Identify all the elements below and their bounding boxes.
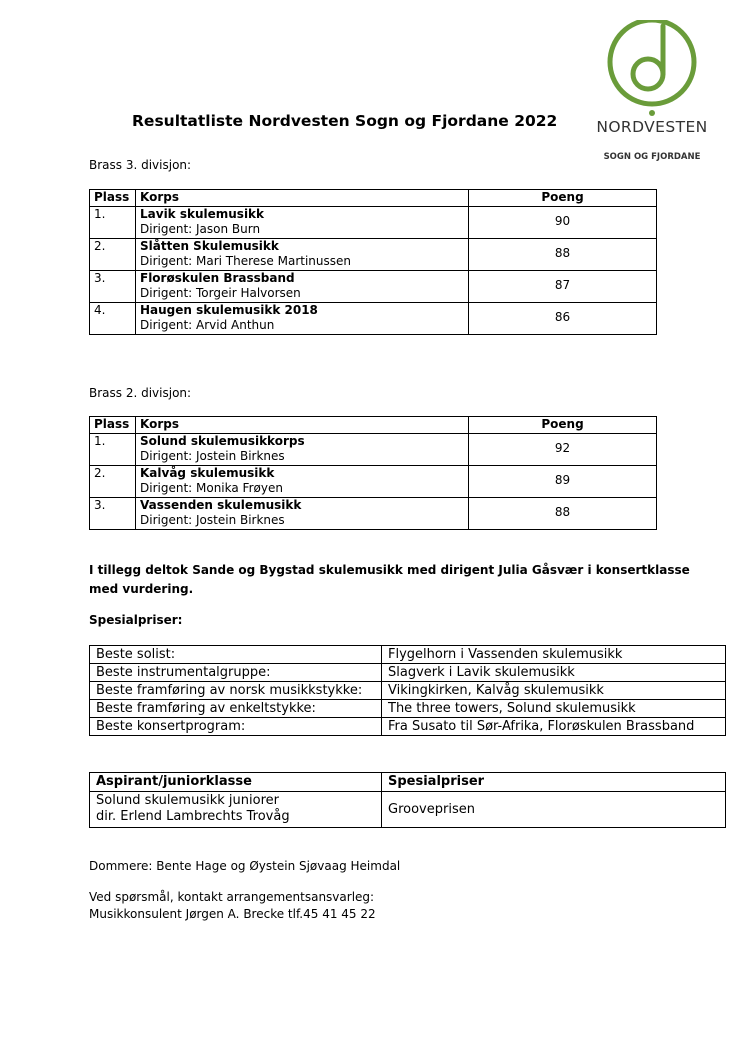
note-line-1: I tillegg deltok Sande og Bygstad skulemusikk med dirigent Julia Gåsvær i konsertklasse <box>89 563 690 577</box>
korps-name: Florøskulen Brassband <box>140 270 295 285</box>
aspirant-korps-name: Solund skulemusikk juniorer <box>96 793 279 808</box>
table-row <box>90 700 726 718</box>
table-header-row <box>90 773 726 792</box>
aspirant-korps <box>90 792 382 828</box>
korps-name: Vassenden skulemusikk <box>140 497 302 512</box>
korps-name: Lavik skulemusikk <box>140 206 265 221</box>
header-korps: Korps <box>136 417 469 434</box>
pris-label: Beste framføring av enkeltstykke: <box>90 700 382 718</box>
note-logo-icon <box>588 20 716 120</box>
header-korps: Korps <box>136 190 469 207</box>
table-row <box>90 718 726 736</box>
dirigent: Dirigent: Jostein Birknes <box>140 449 285 463</box>
table-row <box>90 433 657 465</box>
header-plass: Plass <box>90 190 136 207</box>
row-poeng: 89 <box>469 465 657 497</box>
aspirant-header: Aspirant/juniorklasse <box>90 773 382 792</box>
header-poeng: Poeng <box>469 190 657 207</box>
row-poeng: 88 <box>469 238 657 270</box>
page-title: Resultatliste Nordvesten Sogn og Fjordane 2022 <box>132 112 558 130</box>
brass2-heading: Brass 2. divisjon: <box>89 386 192 400</box>
pris-label: Beste framføring av norsk musikkstykke: <box>90 682 382 700</box>
pris-value: Vikingkirken, Kalvåg skulemusikk <box>382 682 726 700</box>
pris-label: Beste konsertprogram: <box>90 718 382 736</box>
table-row <box>90 465 657 497</box>
dirigent: Dirigent: Mari Therese Martinussen <box>140 254 352 268</box>
dirigent: Dirigent: Monika Frøyen <box>140 481 283 495</box>
table-header-row <box>90 190 657 207</box>
kontakt-line-2: Musikkonsulent Jørgen A. Brecke tlf.45 41 45 22 <box>89 907 376 921</box>
pris-value: The three towers, Solund skulemusikk <box>382 700 726 718</box>
brass3-table <box>89 189 657 335</box>
dommere-text: Dommere: Bente Hage og Øystein Sjøvaag Heimdal <box>89 859 401 873</box>
row-korps <box>136 238 469 270</box>
korps-name: Solund skulemusikkorps <box>140 433 305 448</box>
pris-value: Flygelhorn i Vassenden skulemusikk <box>382 646 726 664</box>
row-plass: 2. <box>90 238 136 270</box>
table-row <box>90 682 726 700</box>
korps-name: Slåtten Skulemusikk <box>140 238 279 253</box>
dirigent: Dirigent: Jason Burn <box>140 222 261 236</box>
table-row <box>90 206 657 238</box>
spesialpriser-header: Spesialpriser <box>382 773 726 792</box>
header-plass: Plass <box>90 417 136 434</box>
logo-sub-text: SOGN OG FJORDANE <box>603 152 701 162</box>
korps-name: Haugen skulemusikk 2018 <box>140 302 318 317</box>
aspirant-pris: Grooveprisen <box>382 792 726 828</box>
row-plass: 3. <box>90 497 136 529</box>
logo-brand-text: NORDVESTEN <box>596 118 708 136</box>
table-row <box>90 646 726 664</box>
note-line-2: med vurdering. <box>89 582 194 596</box>
table-row <box>90 792 726 828</box>
pris-label: Beste solist: <box>90 646 382 664</box>
row-korps <box>136 497 469 529</box>
table-row <box>90 664 726 682</box>
dirigent: Dirigent: Jostein Birknes <box>140 513 285 527</box>
table-row <box>90 238 657 270</box>
row-plass: 4. <box>90 302 136 334</box>
row-poeng: 87 <box>469 270 657 302</box>
kontakt-line-1: Ved spørsmål, kontakt arrangementsansvarleg: <box>89 890 375 904</box>
pris-value: Slagverk i Lavik skulemusikk <box>382 664 726 682</box>
row-plass: 1. <box>90 206 136 238</box>
row-poeng: 92 <box>469 433 657 465</box>
dirigent: Dirigent: Arvid Anthun <box>140 318 275 332</box>
row-korps <box>136 302 469 334</box>
row-plass: 3. <box>90 270 136 302</box>
row-plass: 1. <box>90 433 136 465</box>
row-korps <box>136 270 469 302</box>
table-row <box>90 270 657 302</box>
table-row <box>90 302 657 334</box>
nordvesten-logo <box>588 20 716 170</box>
row-korps <box>136 433 469 465</box>
row-poeng: 88 <box>469 497 657 529</box>
row-poeng: 86 <box>469 302 657 334</box>
brass2-table <box>89 416 657 530</box>
table-header-row <box>90 417 657 434</box>
table-row <box>90 497 657 529</box>
pris-label: Beste instrumentalgruppe: <box>90 664 382 682</box>
dirigent: Dirigent: Torgeir Halvorsen <box>140 286 301 300</box>
korps-name: Kalvåg skulemusikk <box>140 465 275 480</box>
row-plass: 2. <box>90 465 136 497</box>
spesialpriser-heading: Spesialpriser: <box>89 613 183 627</box>
row-poeng: 90 <box>469 206 657 238</box>
header-poeng: Poeng <box>469 417 657 434</box>
row-korps <box>136 206 469 238</box>
spesialpriser-table <box>89 645 726 736</box>
aspirant-dir: dir. Erlend Lambrechts Trovåg <box>96 809 290 824</box>
brass3-heading: Brass 3. divisjon: <box>89 158 192 172</box>
row-korps <box>136 465 469 497</box>
aspirant-table <box>89 772 726 828</box>
pris-value: Fra Susato til Sør-Afrika, Florøskulen Brassband <box>382 718 726 736</box>
